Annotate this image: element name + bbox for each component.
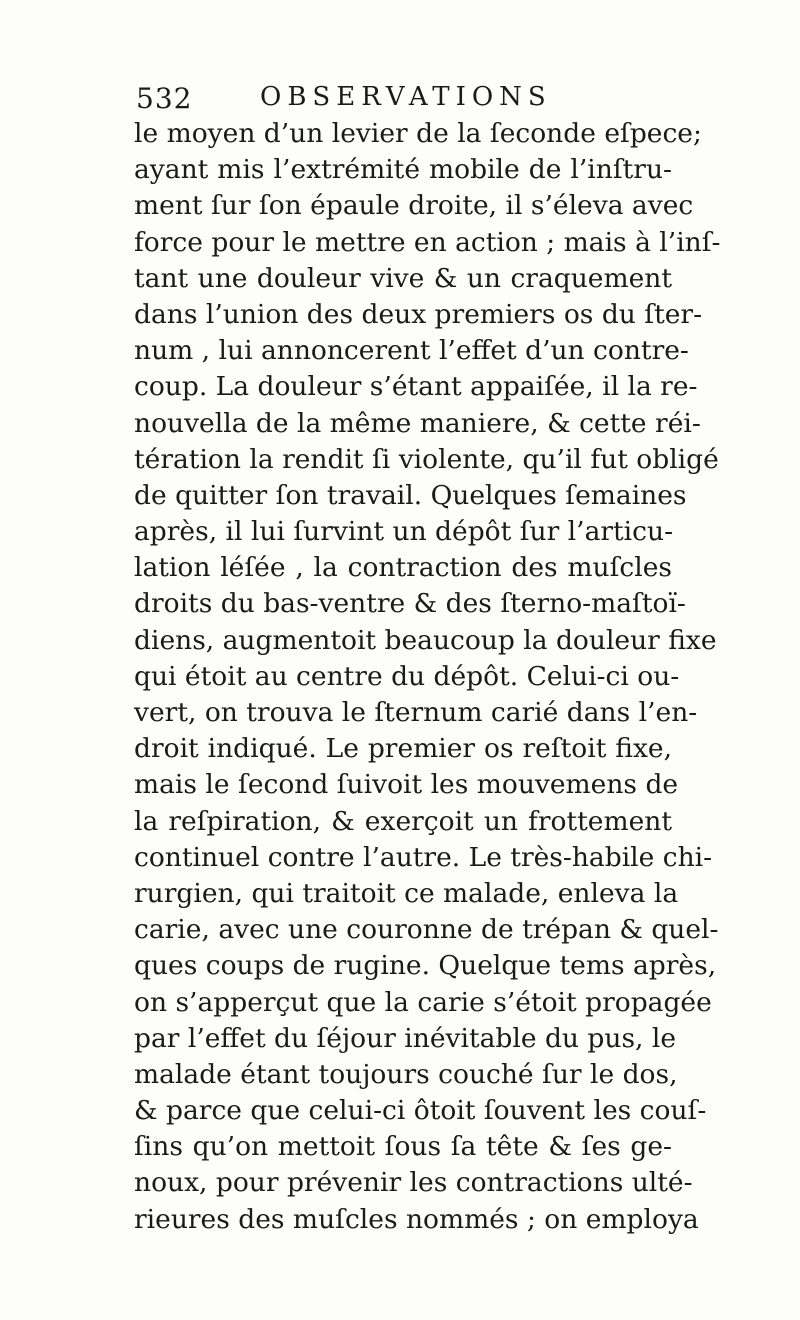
text-line: ment ſur ſon épaule droite, il s’éleva avec — [134, 190, 694, 222]
text-line: ſins qu’on mettoit ſous ſa tête & ſes ge- — [134, 1131, 672, 1163]
text-line: rieures des muſcles nommés ; on employa — [134, 1203, 699, 1235]
text-line: diens, augmentoit beaucoup la douleur fixe — [134, 624, 717, 656]
text-line: tération la rendit ſi violente, qu’il fut obligé — [134, 443, 719, 475]
text-line: on s’apperçut que la carie s’étoit propagée — [134, 986, 712, 1018]
text-line: lation léſée , la contraction des muſcles — [134, 552, 672, 584]
text-line: par l’effet du ſéjour inévitable du pus, le — [134, 1022, 677, 1054]
running-title: OBSERVATIONS — [260, 82, 552, 112]
text-line: & parce que celui-ci ôtoit ſouvent les couſ- — [134, 1095, 707, 1127]
text-line: continuel contre l’autre. Le très-habile chi- — [134, 841, 713, 873]
text-line: ayant mis l’extrémité mobile de l’inſtru- — [134, 154, 672, 186]
text-line: dans l’union des deux premiers os du ſter- — [134, 298, 703, 330]
text-line: qui étoit au centre du dépôt. Celui-ci ou- — [134, 660, 680, 692]
text-line: coup. La douleur s’étant appaiſée, il la re- — [134, 371, 698, 403]
text-line: le moyen d’un levier de la ſeconde eſpece; — [134, 118, 702, 149]
text-line: la reſpiration, & exerçoit un frottement — [134, 805, 672, 837]
text-line: de quitter ſon travail. Quelques ſemaines — [134, 479, 687, 511]
text-line: tant une douleur vive & un craquement — [134, 262, 672, 294]
text-line: carie, avec une couronne de trépan & quel- — [134, 914, 719, 946]
text-line: nouvella de la même maniere, & cette réi- — [134, 407, 701, 439]
text-line: force pour le mettre en action ; mais à l’inſ- — [134, 226, 721, 258]
body-text — [134, 116, 721, 1238]
text-line: vert, on trouva le ſternum carié dans l’en- — [134, 697, 698, 728]
text-line: ques coups de rugine. Quelque tems après, — [134, 950, 717, 982]
text-line: malade étant toujours couché ſur le dos, — [134, 1058, 678, 1090]
text-line: droit indiqué. Le premier os reſtoit fixe, — [134, 733, 672, 765]
text-line: num , lui annoncerent l’effet d’un contre- — [134, 335, 689, 367]
text-line: rurgien, qui traitoit ce malade, enleva la — [134, 877, 679, 909]
text-line: mais le ſecond ſuivoit les mouvemens de — [134, 769, 679, 801]
text-line: après, il lui ſurvint un dépôt ſur l’articu- — [134, 516, 674, 548]
page-number: 532 — [136, 82, 193, 115]
text-line: noux, pour prévenir les contractions ulté- — [134, 1167, 693, 1199]
text-line: droits du bas-ventre & des ſterno-maſtoï- — [134, 588, 686, 620]
